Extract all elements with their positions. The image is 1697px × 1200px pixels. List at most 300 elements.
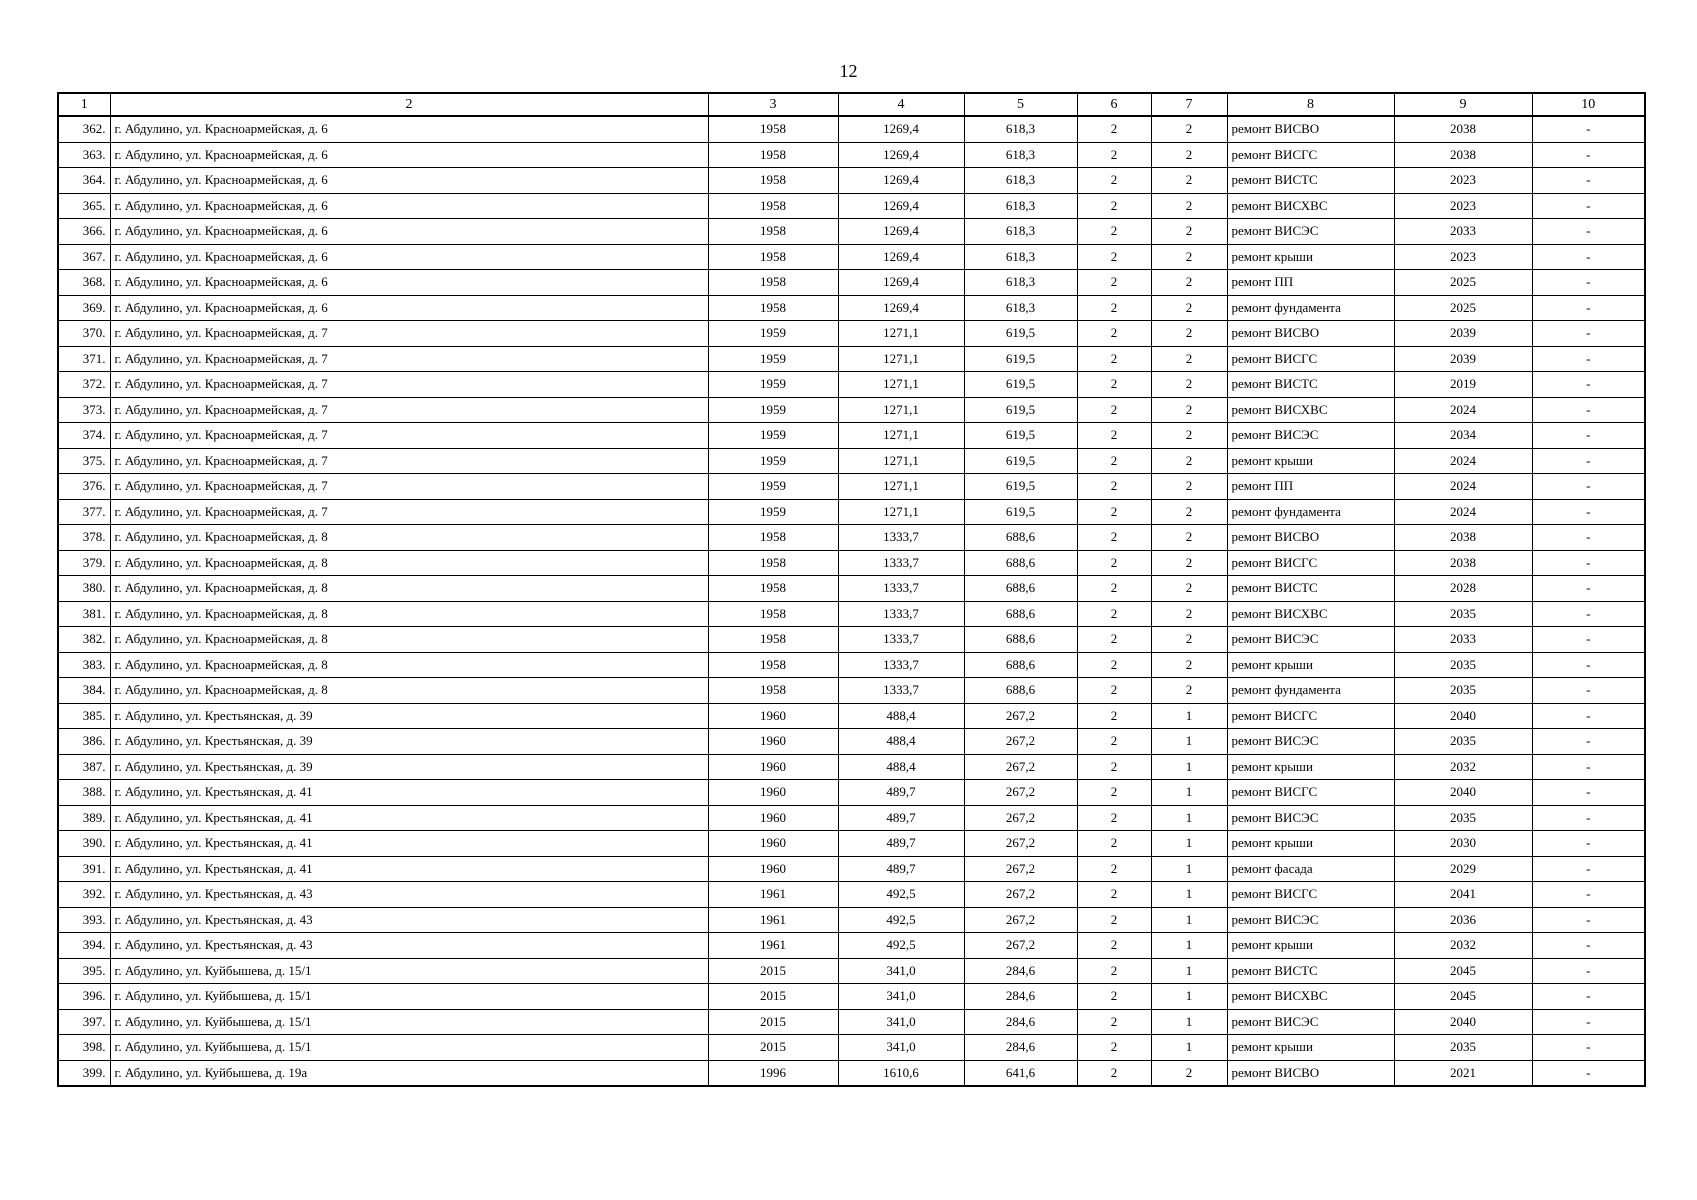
row-number-cell: 395. (58, 958, 110, 984)
address-cell: г. Абдулино, ул. Красноармейская, д. 7 (110, 448, 708, 474)
entrances-cell: 1 (1151, 1035, 1227, 1061)
note-cell: - (1532, 270, 1645, 296)
table-row (58, 219, 1645, 245)
address-cell: г. Абдулино, ул. Крестьянская, д. 41 (110, 856, 708, 882)
year-cell: 1961 (708, 882, 838, 908)
table-row (58, 627, 1645, 653)
row-number-cell: 397. (58, 1009, 110, 1035)
total-area-cell: 1333,7 (838, 678, 964, 704)
entrances-cell: 2 (1151, 219, 1227, 245)
row-number-cell: 368. (58, 270, 110, 296)
deadline-year-cell: 2025 (1394, 270, 1532, 296)
deadline-year-cell: 2021 (1394, 1060, 1532, 1086)
year-cell: 1958 (708, 550, 838, 576)
row-number-cell: 364. (58, 168, 110, 194)
column-header-8: 8 (1227, 93, 1394, 116)
column-header-7: 7 (1151, 93, 1227, 116)
table-row (58, 270, 1645, 296)
address-cell: г. Абдулино, ул. Красноармейская, д. 8 (110, 601, 708, 627)
residential-area-cell: 618,3 (964, 295, 1077, 321)
total-area-cell: 1269,4 (838, 116, 964, 142)
repair-schedule-table (57, 92, 1646, 1087)
residential-area-cell: 619,5 (964, 499, 1077, 525)
table-row (58, 448, 1645, 474)
floors-cell: 2 (1077, 601, 1151, 627)
note-cell: - (1532, 601, 1645, 627)
total-area-cell: 1333,7 (838, 576, 964, 602)
entrances-cell: 2 (1151, 321, 1227, 347)
work-type-cell: ремонт ВИСВО (1227, 1060, 1394, 1086)
residential-area-cell: 618,3 (964, 168, 1077, 194)
note-cell: - (1532, 1035, 1645, 1061)
residential-area-cell: 688,6 (964, 627, 1077, 653)
entrances-cell: 1 (1151, 703, 1227, 729)
note-cell: - (1532, 907, 1645, 933)
total-area-cell: 489,7 (838, 856, 964, 882)
work-type-cell: ремонт крыши (1227, 244, 1394, 270)
address-cell: г. Абдулино, ул. Крестьянская, д. 39 (110, 729, 708, 755)
entrances-cell: 2 (1151, 499, 1227, 525)
entrances-cell: 2 (1151, 372, 1227, 398)
row-number-cell: 388. (58, 780, 110, 806)
entrances-cell: 1 (1151, 958, 1227, 984)
table-body (58, 116, 1645, 1086)
entrances-cell: 2 (1151, 142, 1227, 168)
deadline-year-cell: 2036 (1394, 907, 1532, 933)
row-number-cell: 363. (58, 142, 110, 168)
year-cell: 1959 (708, 346, 838, 372)
address-cell: г. Абдулино, ул. Красноармейская, д. 6 (110, 168, 708, 194)
note-cell: - (1532, 448, 1645, 474)
column-header-9: 9 (1394, 93, 1532, 116)
entrances-cell: 2 (1151, 601, 1227, 627)
residential-area-cell: 267,2 (964, 882, 1077, 908)
floors-cell: 2 (1077, 499, 1151, 525)
floors-cell: 2 (1077, 142, 1151, 168)
deadline-year-cell: 2025 (1394, 295, 1532, 321)
floors-cell: 2 (1077, 907, 1151, 933)
work-type-cell: ремонт ВИСХВС (1227, 397, 1394, 423)
work-type-cell: ремонт ВИСХВС (1227, 984, 1394, 1010)
row-number-cell: 378. (58, 525, 110, 551)
address-cell: г. Абдулино, ул. Красноармейская, д. 7 (110, 372, 708, 398)
deadline-year-cell: 2038 (1394, 550, 1532, 576)
entrances-cell: 1 (1151, 1009, 1227, 1035)
total-area-cell: 1269,4 (838, 295, 964, 321)
floors-cell: 2 (1077, 550, 1151, 576)
residential-area-cell: 267,2 (964, 780, 1077, 806)
entrances-cell: 2 (1151, 346, 1227, 372)
row-number-cell: 389. (58, 805, 110, 831)
deadline-year-cell: 2038 (1394, 142, 1532, 168)
year-cell: 2015 (708, 958, 838, 984)
year-cell: 1959 (708, 321, 838, 347)
residential-area-cell: 284,6 (964, 958, 1077, 984)
address-cell: г. Абдулино, ул. Красноармейская, д. 7 (110, 499, 708, 525)
total-area-cell: 1271,1 (838, 474, 964, 500)
year-cell: 1958 (708, 142, 838, 168)
table-row (58, 754, 1645, 780)
note-cell: - (1532, 882, 1645, 908)
year-cell: 1996 (708, 1060, 838, 1086)
deadline-year-cell: 2029 (1394, 856, 1532, 882)
row-number-cell: 399. (58, 1060, 110, 1086)
residential-area-cell: 619,5 (964, 397, 1077, 423)
work-type-cell: ремонт ВИСГС (1227, 882, 1394, 908)
work-type-cell: ремонт ВИСВО (1227, 525, 1394, 551)
row-number-cell: 373. (58, 397, 110, 423)
note-cell: - (1532, 576, 1645, 602)
address-cell: г. Абдулино, ул. Крестьянская, д. 41 (110, 805, 708, 831)
year-cell: 2015 (708, 984, 838, 1010)
table-row (58, 652, 1645, 678)
total-area-cell: 1333,7 (838, 601, 964, 627)
row-number-cell: 372. (58, 372, 110, 398)
work-type-cell: ремонт ВИСЭС (1227, 423, 1394, 449)
total-area-cell: 1271,1 (838, 499, 964, 525)
year-cell: 1958 (708, 193, 838, 219)
address-cell: г. Абдулино, ул. Красноармейская, д. 8 (110, 550, 708, 576)
entrances-cell: 1 (1151, 882, 1227, 908)
table-row (58, 831, 1645, 857)
column-header-10: 10 (1532, 93, 1645, 116)
address-cell: г. Абдулино, ул. Красноармейская, д. 6 (110, 270, 708, 296)
address-cell: г. Абдулино, ул. Куйбышева, д. 15/1 (110, 1009, 708, 1035)
row-number-cell: 383. (58, 652, 110, 678)
total-area-cell: 1271,1 (838, 423, 964, 449)
note-cell: - (1532, 1060, 1645, 1086)
total-area-cell: 488,4 (838, 703, 964, 729)
address-cell: г. Абдулино, ул. Красноармейская, д. 6 (110, 142, 708, 168)
deadline-year-cell: 2033 (1394, 219, 1532, 245)
table-row (58, 550, 1645, 576)
table-row (58, 933, 1645, 959)
year-cell: 1961 (708, 907, 838, 933)
work-type-cell: ремонт ВИСТС (1227, 168, 1394, 194)
row-number-cell: 390. (58, 831, 110, 857)
work-type-cell: ремонт фундамента (1227, 678, 1394, 704)
total-area-cell: 1333,7 (838, 652, 964, 678)
year-cell: 1958 (708, 116, 838, 142)
entrances-cell: 2 (1151, 576, 1227, 602)
row-number-cell: 377. (58, 499, 110, 525)
total-area-cell: 1271,1 (838, 321, 964, 347)
residential-area-cell: 618,3 (964, 142, 1077, 168)
address-cell: г. Абдулино, ул. Красноармейская, д. 7 (110, 321, 708, 347)
row-number-cell: 382. (58, 627, 110, 653)
note-cell: - (1532, 397, 1645, 423)
floors-cell: 2 (1077, 525, 1151, 551)
residential-area-cell: 267,2 (964, 907, 1077, 933)
note-cell: - (1532, 219, 1645, 245)
total-area-cell: 1271,1 (838, 397, 964, 423)
note-cell: - (1532, 168, 1645, 194)
table-row (58, 703, 1645, 729)
address-cell: г. Абдулино, ул. Красноармейская, д. 8 (110, 627, 708, 653)
note-cell: - (1532, 193, 1645, 219)
column-header-5: 5 (964, 93, 1077, 116)
note-cell: - (1532, 550, 1645, 576)
floors-cell: 2 (1077, 856, 1151, 882)
total-area-cell: 1271,1 (838, 372, 964, 398)
row-number-cell: 362. (58, 116, 110, 142)
deadline-year-cell: 2024 (1394, 474, 1532, 500)
table-row (58, 678, 1645, 704)
entrances-cell: 2 (1151, 295, 1227, 321)
address-cell: г. Абдулино, ул. Крестьянская, д. 41 (110, 780, 708, 806)
address-cell: г. Абдулино, ул. Крестьянская, д. 43 (110, 933, 708, 959)
year-cell: 1958 (708, 525, 838, 551)
row-number-cell: 394. (58, 933, 110, 959)
floors-cell: 2 (1077, 116, 1151, 142)
entrances-cell: 2 (1151, 168, 1227, 194)
deadline-year-cell: 2032 (1394, 754, 1532, 780)
total-area-cell: 341,0 (838, 1035, 964, 1061)
column-header-6: 6 (1077, 93, 1151, 116)
table-row (58, 321, 1645, 347)
deadline-year-cell: 2039 (1394, 321, 1532, 347)
floors-cell: 2 (1077, 270, 1151, 296)
total-area-cell: 1269,4 (838, 270, 964, 296)
year-cell: 1961 (708, 933, 838, 959)
note-cell: - (1532, 958, 1645, 984)
page-number: 12 (839, 61, 858, 81)
entrances-cell: 2 (1151, 397, 1227, 423)
note-cell: - (1532, 984, 1645, 1010)
deadline-year-cell: 2024 (1394, 397, 1532, 423)
entrances-cell: 1 (1151, 984, 1227, 1010)
table-row (58, 729, 1645, 755)
table-row (58, 474, 1645, 500)
year-cell: 1960 (708, 780, 838, 806)
note-cell: - (1532, 856, 1645, 882)
entrances-cell: 2 (1151, 244, 1227, 270)
work-type-cell: ремонт ВИСЭС (1227, 805, 1394, 831)
work-type-cell: ремонт ВИСЭС (1227, 729, 1394, 755)
address-cell: г. Абдулино, ул. Красноармейская, д. 6 (110, 116, 708, 142)
year-cell: 1959 (708, 397, 838, 423)
address-cell: г. Абдулино, ул. Куйбышева, д. 19а (110, 1060, 708, 1086)
entrances-cell: 1 (1151, 933, 1227, 959)
work-type-cell: ремонт ВИСТС (1227, 372, 1394, 398)
deadline-year-cell: 2035 (1394, 1035, 1532, 1061)
deadline-year-cell: 2024 (1394, 499, 1532, 525)
note-cell: - (1532, 703, 1645, 729)
deadline-year-cell: 2041 (1394, 882, 1532, 908)
residential-area-cell: 284,6 (964, 984, 1077, 1010)
entrances-cell: 1 (1151, 780, 1227, 806)
floors-cell: 2 (1077, 219, 1151, 245)
year-cell: 1958 (708, 601, 838, 627)
work-type-cell: ремонт ПП (1227, 270, 1394, 296)
note-cell: - (1532, 474, 1645, 500)
row-number-cell: 387. (58, 754, 110, 780)
total-area-cell: 1333,7 (838, 550, 964, 576)
row-number-cell: 398. (58, 1035, 110, 1061)
floors-cell: 2 (1077, 576, 1151, 602)
note-cell: - (1532, 499, 1645, 525)
total-area-cell: 1271,1 (838, 448, 964, 474)
row-number-cell: 376. (58, 474, 110, 500)
row-number-cell: 385. (58, 703, 110, 729)
floors-cell: 2 (1077, 1060, 1151, 1086)
floors-cell: 2 (1077, 984, 1151, 1010)
row-number-cell: 386. (58, 729, 110, 755)
residential-area-cell: 618,3 (964, 219, 1077, 245)
entrances-cell: 1 (1151, 907, 1227, 933)
note-cell: - (1532, 729, 1645, 755)
row-number-cell: 371. (58, 346, 110, 372)
year-cell: 1958 (708, 576, 838, 602)
table-row (58, 780, 1645, 806)
total-area-cell: 341,0 (838, 1009, 964, 1035)
address-cell: г. Абдулино, ул. Красноармейская, д. 6 (110, 244, 708, 270)
address-cell: г. Абдулино, ул. Красноармейская, д. 7 (110, 474, 708, 500)
table-row (58, 499, 1645, 525)
total-area-cell: 1271,1 (838, 346, 964, 372)
entrances-cell: 2 (1151, 678, 1227, 704)
table-row (58, 1035, 1645, 1061)
total-area-cell: 1269,4 (838, 193, 964, 219)
entrances-cell: 2 (1151, 627, 1227, 653)
work-type-cell: ремонт ВИСХВС (1227, 601, 1394, 627)
deadline-year-cell: 2038 (1394, 116, 1532, 142)
row-number-cell: 384. (58, 678, 110, 704)
year-cell: 1960 (708, 754, 838, 780)
note-cell: - (1532, 1009, 1645, 1035)
deadline-year-cell: 2023 (1394, 193, 1532, 219)
residential-area-cell: 267,2 (964, 729, 1077, 755)
note-cell: - (1532, 754, 1645, 780)
residential-area-cell: 619,5 (964, 474, 1077, 500)
total-area-cell: 1269,4 (838, 168, 964, 194)
row-number-cell: 380. (58, 576, 110, 602)
entrances-cell: 2 (1151, 652, 1227, 678)
row-number-cell: 393. (58, 907, 110, 933)
address-cell: г. Абдулино, ул. Красноармейская, д. 8 (110, 576, 708, 602)
floors-cell: 2 (1077, 1035, 1151, 1061)
year-cell: 1958 (708, 270, 838, 296)
work-type-cell: ремонт крыши (1227, 1035, 1394, 1061)
entrances-cell: 2 (1151, 116, 1227, 142)
address-cell: г. Абдулино, ул. Куйбышева, д. 15/1 (110, 958, 708, 984)
note-cell: - (1532, 423, 1645, 449)
work-type-cell: ремонт ВИСГС (1227, 703, 1394, 729)
note-cell: - (1532, 244, 1645, 270)
note-cell: - (1532, 652, 1645, 678)
row-number-cell: 391. (58, 856, 110, 882)
floors-cell: 2 (1077, 882, 1151, 908)
deadline-year-cell: 2040 (1394, 1009, 1532, 1035)
work-type-cell: ремонт ВИСЭС (1227, 907, 1394, 933)
work-type-cell: ремонт ВИСГС (1227, 346, 1394, 372)
floors-cell: 2 (1077, 168, 1151, 194)
floors-cell: 2 (1077, 729, 1151, 755)
year-cell: 1959 (708, 423, 838, 449)
floors-cell: 2 (1077, 678, 1151, 704)
residential-area-cell: 688,6 (964, 576, 1077, 602)
year-cell: 1960 (708, 856, 838, 882)
year-cell: 1958 (708, 219, 838, 245)
deadline-year-cell: 2040 (1394, 780, 1532, 806)
year-cell: 1958 (708, 652, 838, 678)
residential-area-cell: 267,2 (964, 754, 1077, 780)
table-row (58, 1009, 1645, 1035)
table-row (58, 856, 1645, 882)
row-number-cell: 381. (58, 601, 110, 627)
total-area-cell: 488,4 (838, 754, 964, 780)
total-area-cell: 1610,6 (838, 1060, 964, 1086)
note-cell: - (1532, 321, 1645, 347)
note-cell: - (1532, 678, 1645, 704)
deadline-year-cell: 2034 (1394, 423, 1532, 449)
year-cell: 1958 (708, 678, 838, 704)
row-number-cell: 396. (58, 984, 110, 1010)
total-area-cell: 492,5 (838, 882, 964, 908)
total-area-cell: 489,7 (838, 805, 964, 831)
table-row (58, 423, 1645, 449)
address-cell: г. Абдулино, ул. Красноармейская, д. 6 (110, 193, 708, 219)
total-area-cell: 489,7 (838, 780, 964, 806)
work-type-cell: ремонт крыши (1227, 448, 1394, 474)
address-cell: г. Абдулино, ул. Куйбышева, д. 15/1 (110, 1035, 708, 1061)
deadline-year-cell: 2035 (1394, 652, 1532, 678)
floors-cell: 2 (1077, 321, 1151, 347)
work-type-cell: ремонт ПП (1227, 474, 1394, 500)
residential-area-cell: 688,6 (964, 678, 1077, 704)
note-cell: - (1532, 525, 1645, 551)
address-cell: г. Абдулино, ул. Красноармейская, д. 7 (110, 397, 708, 423)
year-cell: 1959 (708, 499, 838, 525)
residential-area-cell: 688,6 (964, 601, 1077, 627)
entrances-cell: 2 (1151, 474, 1227, 500)
year-cell: 1960 (708, 703, 838, 729)
residential-area-cell: 688,6 (964, 525, 1077, 551)
entrances-cell: 2 (1151, 525, 1227, 551)
table-row (58, 958, 1645, 984)
row-number-cell: 366. (58, 219, 110, 245)
floors-cell: 2 (1077, 346, 1151, 372)
address-cell: г. Абдулино, ул. Куйбышева, д. 15/1 (110, 984, 708, 1010)
note-cell: - (1532, 780, 1645, 806)
floors-cell: 2 (1077, 652, 1151, 678)
header-row (58, 93, 1645, 116)
note-cell: - (1532, 933, 1645, 959)
work-type-cell: ремонт фасада (1227, 856, 1394, 882)
total-area-cell: 492,5 (838, 933, 964, 959)
row-number-cell: 369. (58, 295, 110, 321)
table-row (58, 116, 1645, 142)
work-type-cell: ремонт фундамента (1227, 295, 1394, 321)
row-number-cell: 379. (58, 550, 110, 576)
table-row (58, 168, 1645, 194)
note-cell: - (1532, 627, 1645, 653)
column-header-3: 3 (708, 93, 838, 116)
deadline-year-cell: 2035 (1394, 601, 1532, 627)
table-row (58, 346, 1645, 372)
year-cell: 1958 (708, 168, 838, 194)
deadline-year-cell: 2028 (1394, 576, 1532, 602)
address-cell: г. Абдулино, ул. Крестьянская, д. 43 (110, 882, 708, 908)
floors-cell: 2 (1077, 958, 1151, 984)
year-cell: 1959 (708, 372, 838, 398)
table-header (58, 93, 1645, 116)
deadline-year-cell: 2024 (1394, 448, 1532, 474)
entrances-cell: 1 (1151, 831, 1227, 857)
address-cell: г. Абдулино, ул. Красноармейская, д. 6 (110, 219, 708, 245)
address-cell: г. Абдулино, ул. Крестьянская, д. 39 (110, 703, 708, 729)
address-cell: г. Абдулино, ул. Крестьянская, д. 41 (110, 831, 708, 857)
